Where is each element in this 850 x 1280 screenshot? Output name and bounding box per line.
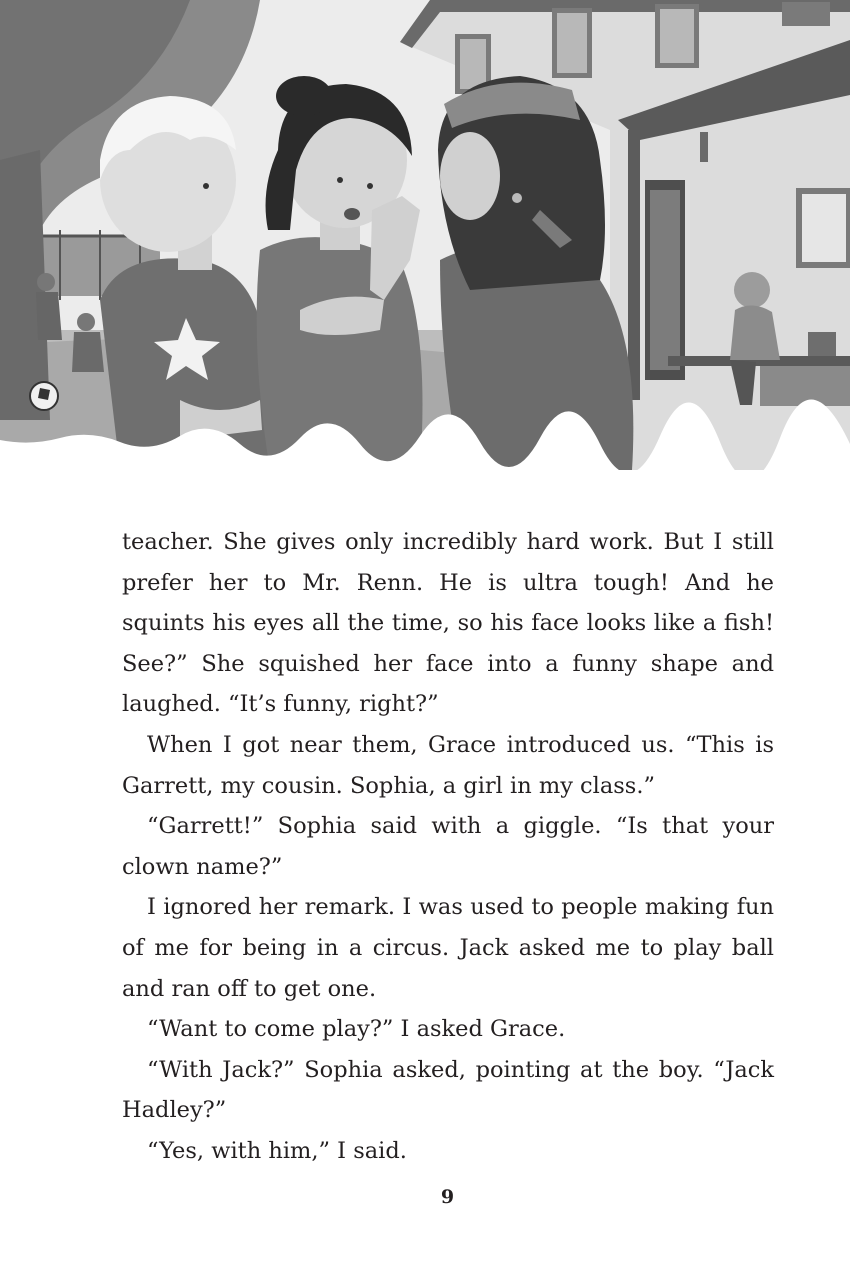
paragraph: “Want to come play?” I asked Grace. <box>147 1016 566 1043</box>
page-number: 9 <box>440 1186 455 1208</box>
paragraph: “With Jack?” Sophia asked, pointing at the boy. “Jack Hadley?” <box>122 1056 774 1124</box>
girl-with-ponytail <box>257 76 423 470</box>
paragraph: teacher. She gives only incredibly hard work. But I still prefer her to Mr. Renn. He is ultra tough! And he squints his eyes all the time, so his face looks like a fish! See?” She squished her face into a funny shape and laughed. “It’s funny, right?” <box>122 529 774 718</box>
paragraph: “Yes, with him,” I said. <box>147 1137 407 1164</box>
chapter-illustration <box>0 0 850 470</box>
paragraph: “Garrett!” Sophia said with a giggle. “Is that your clown name?” <box>122 813 774 880</box>
paragraph: When I got near them, Grace introduced us. “This is Garrett, my cousin. Sophia, a girl in my class.” <box>122 731 774 799</box>
paragraph: I ignored her remark. I was used to people making fun of me for being in a circus. Jack asked me to play ball and ran off to get one. <box>122 894 774 1002</box>
story-text <box>122 522 774 1172</box>
